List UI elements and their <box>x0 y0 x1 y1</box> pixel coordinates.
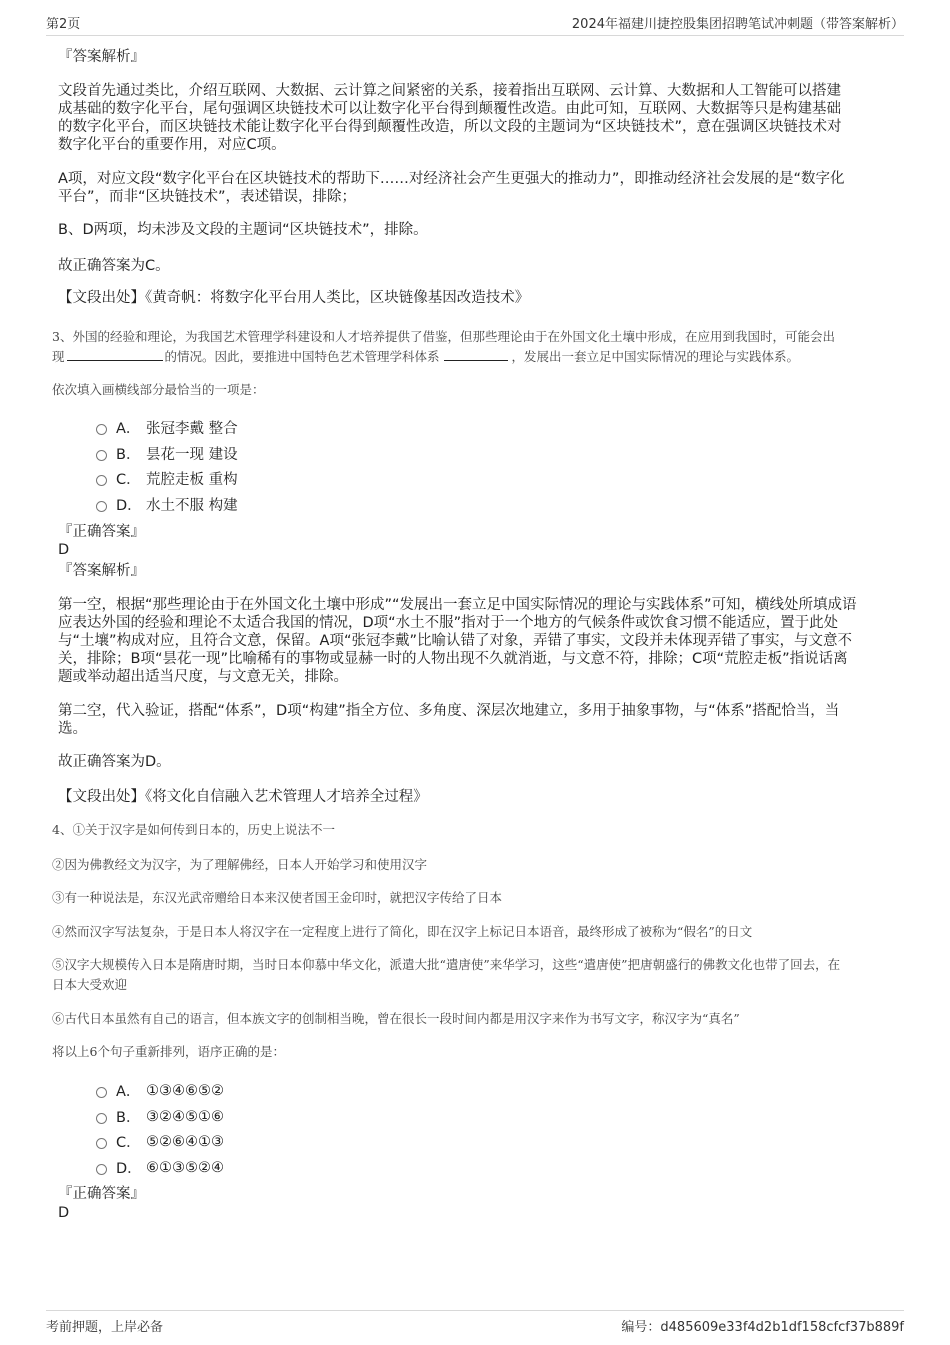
q3-analysis-paragraph-1 <box>58 596 857 686</box>
radio-icon[interactable] <box>96 1164 107 1175</box>
option-text: ①③④⑥⑤② <box>146 1082 224 1099</box>
text-line: 关，排除；B项“昙花一现”比喻稀有的事物或显赫一时的人物出现不久就消逝，与文意不符，排除；C项“荒腔走板”指说话离 <box>58 651 848 667</box>
document-id: 编号：d485609e33f4d2b1df158cfcf37b889f <box>621 1320 904 1335</box>
q2-answer-statement: 故正确答案为C。 <box>58 258 170 274</box>
q3-answer-statement: 故正确答案为D。 <box>58 754 171 770</box>
q2-analysis-label: 『答案解析』 <box>58 49 145 65</box>
option-text: 荒腔走板 重构 <box>146 472 238 488</box>
text-line: 第二空，代入验证，搭配“体系”，D项“构建”指全方位、多角度、深层次地建立，多用于抽象事物，与“体系”搭配恰当，当 <box>58 703 840 719</box>
q3-stem <box>52 327 835 367</box>
radio-icon[interactable] <box>96 1138 107 1149</box>
q2-analysis-paragraph-2 <box>58 170 844 206</box>
option-text: ⑥①③⑤②④ <box>146 1159 224 1176</box>
text-line: A项，对应文段“数字化平台在区块链技术的帮助下……对经济社会产生更强大的推动力”，即推动经济社会发展的是“数字化 <box>58 171 845 187</box>
q3-correct-answer: D <box>58 542 70 558</box>
text-line: 文段首先通过类比，介绍互联网、大数据、云计算之间紧密的关系，接着指出互联网、云计算、大数据和人工智能可以搭建 <box>58 83 841 99</box>
text-line: 与“土壤”构成对应，且符合文意，保留。A项“张冠李戴”比喻认错了对象，弄错了事实，文段并未体现弄错了事实，与文意不 <box>58 633 852 649</box>
q4-sentence-3: ③有一种说法是，东汉光武帝赠给日本来汉使者国王金印时，就把汉字传给了日本 <box>52 890 503 905</box>
q4-sentence-5 <box>52 955 840 995</box>
q2-source <box>58 289 529 307</box>
text-line: 第一空，根据“那些理论由于在外国文化土壤中形成”“发展出一套立足中国实际情况的理论与实践体系”可知，横线处所填成语 <box>58 597 857 613</box>
radio-icon[interactable] <box>96 450 107 461</box>
source-text: 《黄奇帆：将数字化平台用人类比，区块链像基因改造技术》 <box>145 290 530 306</box>
text-line: 应表达外国的经验和理论不太适合我国的情况，D项“水土不服”指对于一个地方的气候条件或饮食习惯不能适应，置于此处 <box>58 615 839 631</box>
text-line: 3、外国的经验和理论，为我国艺术管理学科建设和人才培养提供了借鉴，但那些理论由于在外国文化土壤中形成，在应用到我国时，可能会出 <box>52 329 835 344</box>
text-line: 数字化平台的重要作用，对应C项。 <box>58 137 286 153</box>
q4-sentence-4: ④然而汉字写法复杂，于是日本人将汉字在一定程度上进行了简化，即在汉字上标记日本语音，最终形成了被称为“假名”的日文 <box>52 924 753 939</box>
radio-icon[interactable] <box>96 1087 107 1098</box>
text-line: 平台”，而非“区块链技术”，表述错误，排除； <box>58 189 357 205</box>
q4-option-b[interactable]: B． ③②④⑤①⑥ <box>96 1106 224 1127</box>
q4-sentence-1: 4、①关于汉字是如何传到日本的，历史上说法不一 <box>52 822 335 837</box>
q4-option-d[interactable]: D． ⑥①③⑤②④ <box>96 1157 224 1178</box>
option-text: 张冠李戴 整合 <box>146 421 238 437</box>
source-label: 【文段出处】 <box>58 789 145 805</box>
q3-correct-label: 『正确答案』 <box>58 524 145 540</box>
text-line: 选。 <box>58 721 87 737</box>
q2-analysis-paragraph-1 <box>58 82 842 154</box>
q4-correct-label: 『正确答案』 <box>58 1186 145 1202</box>
text-line: 现 的情况。因此，要推进中国特色艺术管理学科体系 ，发展出一套立足中国实际情况的理论与实践体系。 <box>52 349 800 364</box>
option-text: 水土不服 构建 <box>146 498 238 514</box>
q4-prompt: 将以上6个句子重新排列，语序正确的是： <box>52 1044 285 1059</box>
page-header <box>46 12 904 36</box>
text-line: 的数字化平台，而区块链技术能让数字化平台得到颠覆性改造，所以文段的主题词为“区块链技术”，意在强调区块链技术对 <box>58 119 842 135</box>
q4-correct-answer: D <box>58 1205 70 1221</box>
q3-option-b[interactable]: B． 昙花一现 建设 <box>96 443 238 464</box>
text-line: ⑤汉字大规模传入日本是隋唐时期，当时日本仰慕中华文化，派遣大批“遣唐使”来华学习，这些“遣唐使”把唐朝盛行的佛教文化也带了回去，在 <box>52 957 841 972</box>
text-line: 题或举动超出适当尺度，与文意无关，排除。 <box>58 669 348 685</box>
footer-slogan: 考前押题，上岸必备 <box>46 1320 164 1335</box>
page-footer <box>46 1310 904 1335</box>
source-text: 《将文化自信融入艺术管理人才培养全过程》 <box>145 789 428 805</box>
fill-blank-2 <box>444 348 508 361</box>
option-text: 昙花一现 建设 <box>146 447 238 463</box>
document-title: 2024年福建川捷控股集团招聘笔试冲刺题（带答案解析） <box>571 17 904 32</box>
q3-option-a[interactable]: A． 张冠李戴 整合 <box>96 417 238 438</box>
option-text: ③②④⑤①⑥ <box>146 1108 224 1125</box>
fill-blank-1 <box>67 348 163 361</box>
text-line: 成基础的数字化平台，尾句强调区块链技术可以让数字化平台得到颠覆性改造。由此可知，互联网、大数据等只是构建基础 <box>58 101 841 117</box>
q4-option-c[interactable]: C． ⑤②⑥④①③ <box>96 1131 224 1152</box>
q3-analysis-paragraph-2 <box>58 702 839 738</box>
radio-icon[interactable] <box>96 475 107 486</box>
page-number: 第2页 <box>46 17 81 32</box>
text-line: 日本大受欢迎 <box>52 977 128 992</box>
radio-icon[interactable] <box>96 501 107 512</box>
q3-source <box>58 788 428 806</box>
radio-icon[interactable] <box>96 424 107 435</box>
q4-sentence-6: ⑥古代日本虽然有自己的语言，但本族文字的创制相当晚，曾在很长一段时间内都是用汉字来作为书写文字，称汉字为“真名” <box>52 1011 740 1026</box>
option-text: ⑤②⑥④①③ <box>146 1133 224 1150</box>
q3-prompt: 依次填入画横线部分最恰当的一项是： <box>52 382 265 397</box>
radio-icon[interactable] <box>96 1113 107 1124</box>
q3-option-d[interactable]: D． 水土不服 构建 <box>96 494 238 515</box>
q4-sentence-2: ②因为佛教经文为汉字，为了理解佛经，日本人开始学习和使用汉字 <box>52 857 428 872</box>
q2-analysis-paragraph-3: B、D两项，均未涉及文段的主题词“区块链技术”，排除。 <box>58 222 428 238</box>
q3-option-c[interactable]: C． 荒腔走板 重构 <box>96 468 238 489</box>
q3-analysis-label: 『答案解析』 <box>58 563 145 579</box>
source-label: 【文段出处】 <box>58 290 145 306</box>
q4-option-a[interactable]: A． ①③④⑥⑤② <box>96 1080 224 1101</box>
